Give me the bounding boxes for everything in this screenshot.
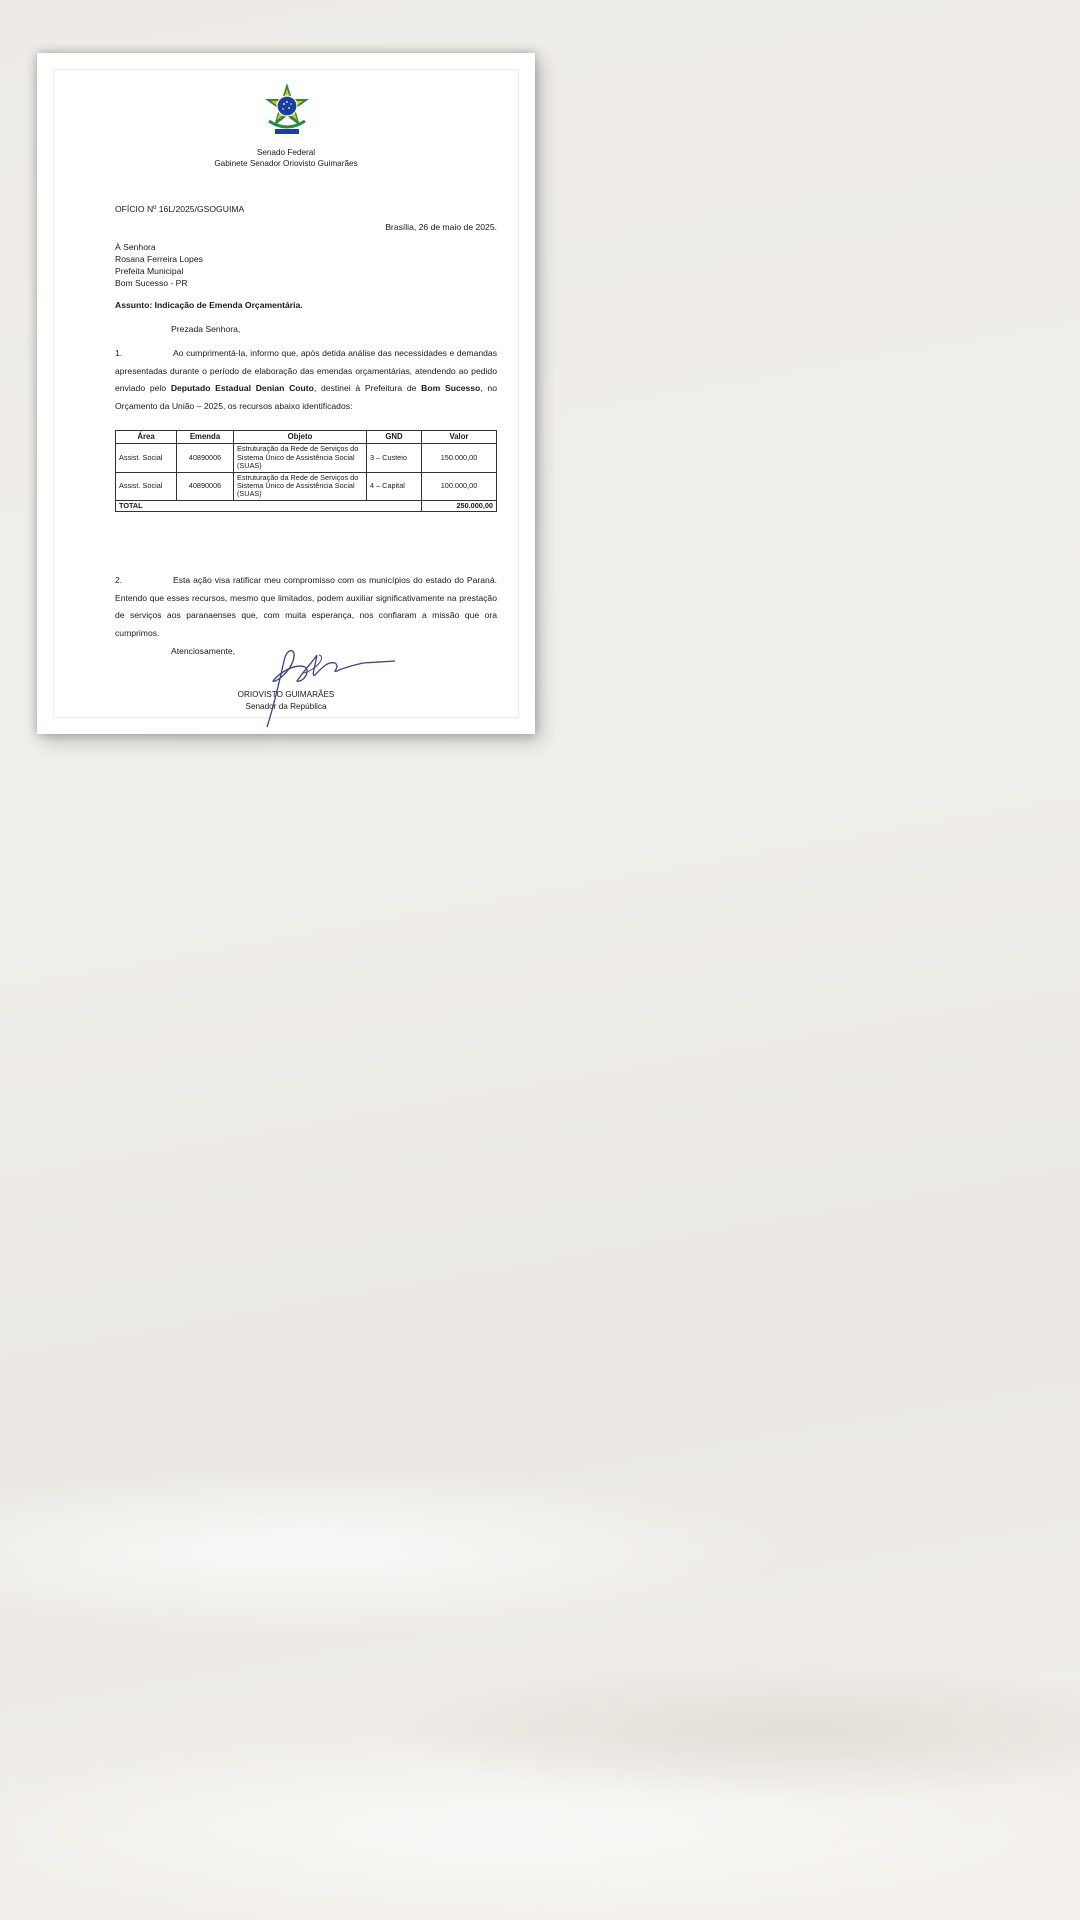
signer-role: Senador da República <box>245 702 327 711</box>
oficio-document-left <box>37 53 535 734</box>
emenda-table <box>115 430 497 512</box>
oficio-number: OFÍCIO Nº 16L/2025/GSOGUIMA <box>115 204 245 214</box>
table-row: Assist. Social 40890006 Estruturação da Rede de Serviços do Sistema Único de Assistência Social (SUAS) 4 – Capital 100.000,00 <box>116 472 497 500</box>
signer-name: ORIOVISTO GUIMARÃES <box>237 690 335 699</box>
subject-line: Assunto: Indicação de Emenda Orçamentária. <box>115 300 303 310</box>
addressee-block: À Senhora Rosana Ferreira Lopes Prefeita Municipal Bom Sucesso - PR <box>115 242 203 288</box>
closing: Atenciosamente, <box>171 646 236 656</box>
salutation: Prezada Senhora, <box>171 324 241 334</box>
table-total-row: TOTAL 250.000,00 <box>116 500 497 511</box>
table-row: Assist. Social 40890006 Estruturação da Rede de Serviços do Sistema Único de Assistência Social (SUAS) 3 – Custeio 150.000,00 <box>116 444 497 472</box>
doc-header-gabinete: Gabinete Senador Oriovisto Guimarães <box>214 159 358 168</box>
doc-header-senado: Senado Federal <box>256 148 316 157</box>
doc-date: Brasília, 26 de maio de 2025. <box>385 222 497 232</box>
table-header-row: Área Emenda Objeto GND Valor <box>116 431 497 444</box>
signature-icon <box>245 643 405 733</box>
paragraph-1: 1. Ao cumprimentá-la, informo que, após detida análise das necessidades e demandas apresentadas durante o período de elaboração das emendas orçamentárias, atendendo ao pedido enviado pelo Deputado Estadual Denian Couto, destinei à Prefeitura de Bom Sucesso, no Orçamento da União – 2025, os recursos abaixo identificados: <box>115 348 497 411</box>
paragraph-2: 2. Esta ação visa ratificar meu compromisso com os municípios do estado do Paraná. Entendo que esses recursos, mesmo que limitados, podem auxiliar significativamente na prestação de serviços aos paranaenses que, com muita esperança, nos confiaram a missão que ora cumprimos. <box>115 575 497 638</box>
background-silk <box>0 1350 1080 1920</box>
brazil-coat-of-arms-icon <box>261 81 313 139</box>
